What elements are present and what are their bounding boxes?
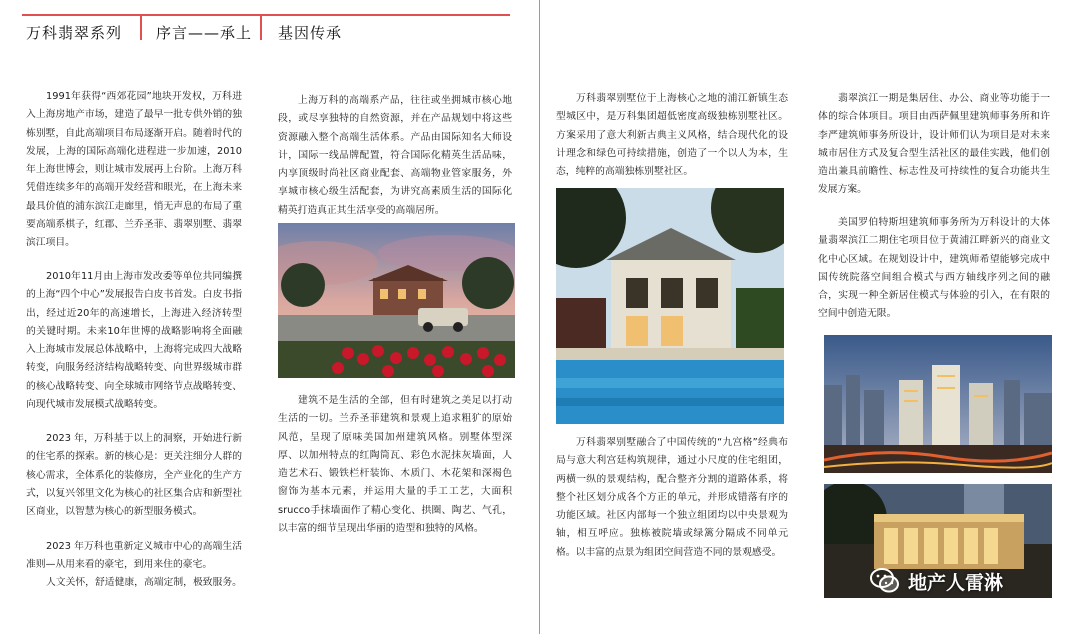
col4-paragraph-2: 美国罗伯特斯坦建筑师事务所为万科设计的大体量翡翠滨江二期住宅项目位于黄浦江畔新兴的商业文化中心区域。在规划设计中，建筑师希望能够完成中国传统院落空间组合模式与西方轴线序列之间的融合，实现一种全新居住模式与体验的引入，在有限的空间中创造无限。 <box>818 217 1050 320</box>
watermark-text: 地产人雷淋 <box>908 571 1004 594</box>
col1-paragraph-2: 2010年11月由上海市发改委等单位共同编撰的上海“四个中心”发展报告白皮书首发。白皮书指出，经过近20年的高速增长，上海进入经济转型的关键时期。未来10年世博的战略影响将全面融入上海城市发展总体战略中，上海将完成四大战略转变，向服务经济结构战略转变、向世界级城市群的核心战略转变、向全球城市网络节点战略转变、向现代城市发展模式战略转变。 <box>26 271 242 411</box>
col1-paragraph-1: 1991年获得“西郊花园”地块开发权，万科进入上海房地产市场，建造了最早一批专供外销的独栋别墅，自此高端项目布局逐渐开启。随着时代的发展，上海的国际高端化进程进一步加速，2010年上海世博会，则让城市发展再上台阶。上海万科凭借连续多年的高端开发经营和眼光，在上海未来最具价值的浦东滨江走廊里，悄无声息的布局了重要高端系棋子，红郡、兰乔圣菲、翡翠别墅、翡翠滨江项目。 <box>26 91 242 249</box>
col3-paragraph-2: 万科翡翠别墅融合了中国传统的“九宫格”经典布局与意大利宫廷构筑规律，通过小尺度的住宅组团，两横一纵的景观结构，配合整齐分割的道路体系，将整个社区划分成各个方正的单元，并形成错落有序的功能区域。社区内部每一个独立组团均以中央景观为轴，相互呼应。独栋被院墙或绿篱分隔成不同单元格。以丰富的点景为组团空间营造不同的景观感受。 <box>556 437 788 558</box>
col2-paragraph-2: 建筑不是生活的全部，但有时建筑之美足以打动生活的一切。兰乔圣菲建筑和景观上追求粗犷的原始风范，呈现了原味美国加州建筑风格。别墅体型深厚、以加州特点的红陶筒瓦、彩色水泥抹灰墙面，人造艺术石、锻铁栏杆装饰、木质门、木花架和深褐色窗饰为基本元素，并运用大量的手工工艺，大面积srucco手抹墙面作了精心变化、拱圈、陶艺、气孔，以丰富的细节呈现出华丽的造型和独特的风格。 <box>278 395 512 535</box>
villa-sunset-photo <box>278 223 515 378</box>
wechat-icon <box>870 568 900 594</box>
villa-pool-photo <box>556 188 784 424</box>
col3-paragraph-1: 万科翡翠别墅位于上海核心之地的浦江新镇生态型城区中，是万科集团超低密度高级独栋别墅社区。方案采用了意大利新古典主义风格，结合现代化的设计理念和绿色可持续措施，创造了一个以人为本，生态，纯粹的高端独栋别墅社区。 <box>556 93 788 178</box>
header-divider <box>260 14 262 40</box>
col1-paragraph-5: 人文关怀，舒适健康，高端定制，极致服务。 <box>46 577 242 588</box>
watermark <box>870 564 1048 598</box>
series-title: 万科翡翠系列 <box>26 24 123 42</box>
col1-paragraph-3: 2023 年，万科基于以上的洞察，开始进行新的住宅系的探索。新的核心是：更关注细分人群的核心需求，全体系化的装修房，全产业化的生产方式，以复兴邻里文化为核心的社区集合店和新型社区商业，以智慧为核心的新型服务模式。 <box>26 433 242 518</box>
col4-paragraph-1: 翡翠滨江一期是集居住、办公、商业等功能于一体的综合体项目。项目由西萨佩里建筑师事务所和许李严建筑师事务所设计，设计师们认为项目是对未来城市居住方式及复合型生活社区的最佳实践，他们创造出兼具前瞻性、标志性及可持续性的复合功能共生发展方案。 <box>818 93 1050 196</box>
page-spine <box>539 0 540 634</box>
col2-paragraph-1: 上海万科的高端系产品，往往或坐拥城市核心地段，或尽享独特的自然资源，并在产品规划中将这些资源融入整个高端生活体系。产品由国际知名大师设计，国际一线品牌配置，符合国际化精英生活品味，内享顶级时尚社区商业配套、高端物业管家服务，外享城市核心级生活配套，为讲究高素质生活的国际化精英打造真正其生活享受的高端居所。 <box>278 95 512 216</box>
header-rule <box>22 14 510 16</box>
header-divider <box>140 14 142 40</box>
tab-heritage[interactable]: 基因传承 <box>278 24 343 42</box>
col1-paragraph-4: 2023 年万科也重新定义城市中心的高端生活准则—从用来看的豪宅，到用来住的豪宅。 <box>26 541 242 571</box>
tab-preface[interactable]: 序言——承上 <box>156 24 253 42</box>
city-skyline-photo <box>824 335 1052 473</box>
